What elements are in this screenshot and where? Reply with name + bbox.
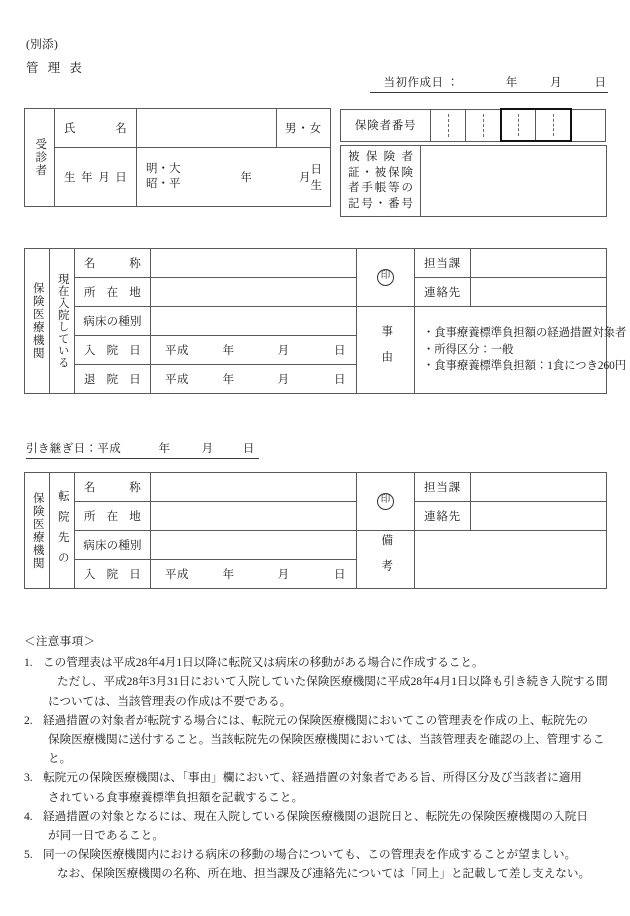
transfer-hospital-contact-label: 連絡先 xyxy=(424,511,461,523)
current-hospital-name-label-cell xyxy=(75,249,151,278)
current-hospital-seal-cell[interactable] xyxy=(357,249,415,307)
current-hospital-admission-era: 平成 xyxy=(165,345,189,357)
current-hospital-dept-value-cell[interactable] xyxy=(471,249,607,278)
current-hospital-admission-label-cell xyxy=(75,336,151,365)
transfer-hospital-admission-label: 入院日 xyxy=(84,569,141,581)
patient-vertical-label-cell xyxy=(25,109,55,207)
insured-card-label-line-1: 被 保 険 者 xyxy=(348,151,413,163)
transfer-hospital-name-label-cell xyxy=(75,473,151,502)
note-number: 1. xyxy=(24,656,33,670)
note-line: なお、保険医療機関の名称、所在地、担当課及び連絡先については「同上」と記載して差し支えない。 xyxy=(57,867,591,881)
insured-card-label-line-2: 証・被保険 xyxy=(348,166,413,179)
transfer-hospital-admission-year-unit: 年 xyxy=(222,569,235,581)
handover-date-day-unit: 日 xyxy=(242,443,255,455)
transfer-hospital-dept-value-cell[interactable] xyxy=(471,473,607,502)
current-hospital-reason-list xyxy=(415,320,627,380)
insurer-number-label-cell xyxy=(341,109,431,141)
insured-card-table xyxy=(340,145,607,217)
transfer-hospital-admission-month-unit: 月 xyxy=(277,569,290,581)
transfer-hospital-dept-label: 担当課 xyxy=(424,482,461,494)
patient-gender-label: 男・女 xyxy=(285,123,322,135)
transfer-hospital-admission-era: 平成 xyxy=(165,569,189,581)
note-line: が同一日であること。 xyxy=(48,829,164,843)
transfer-hospital-vertical-label-outer-cell xyxy=(25,473,50,589)
created-date-label: 当初作成日 ： xyxy=(383,77,459,89)
patient-gender-cell[interactable] xyxy=(277,109,331,148)
insurer-number-digit-cell-1[interactable] xyxy=(431,109,466,141)
insurer-number-digit-cell-5[interactable] xyxy=(571,109,606,141)
patient-name-value-cell[interactable] xyxy=(137,109,277,148)
transfer-hospital-bedtype-value-cell[interactable] xyxy=(151,531,357,560)
current-hospital-bedtype-value-cell[interactable] xyxy=(151,307,357,336)
current-hospital-vertical-label-outer-cell xyxy=(25,249,50,394)
transfer-hospital-admission-date-row xyxy=(151,566,356,582)
transfer-hospital-vertical-label-inner: 転院先の xyxy=(56,489,69,572)
current-hospital-reason-label-cell xyxy=(357,307,415,394)
note-line: されている食事療養標準負担額を記載すること。 xyxy=(48,790,304,804)
current-hospital-name-label: 名称 xyxy=(84,258,141,270)
current-hospital-discharge-day-unit: 日 xyxy=(333,374,346,386)
insurer-number-label: 保険者番号 xyxy=(354,120,417,132)
current-hospital-bedtype-label-cell xyxy=(75,307,151,336)
patient-era-line-1: 明・大 xyxy=(146,163,181,175)
note-body xyxy=(43,807,612,845)
seal-icon: 印 xyxy=(377,493,394,510)
note-item xyxy=(24,711,612,769)
current-hospital-reason-value-cell[interactable] xyxy=(415,307,627,394)
note-line: については、当該管理表の作成は不要である。 xyxy=(48,694,292,708)
note-line: と。 xyxy=(48,752,72,766)
transfer-hospital-vertical-label-outer: 保険医療機関 xyxy=(31,491,44,570)
patient-vertical-label: 受診者 xyxy=(34,138,47,177)
reason-item-1: ・食事療養標準負担額の経過措置対象者 xyxy=(423,327,627,340)
current-hospital-address-label-cell xyxy=(75,278,151,307)
note-number: 3. xyxy=(24,771,33,785)
transfer-hospital-seal-cell[interactable] xyxy=(357,473,415,531)
current-hospital-contact-label-cell xyxy=(415,278,471,307)
patient-name-label: 氏名 xyxy=(64,123,127,135)
note-line: 経過措置の対象となるには、現在入院している保険医療機関の退院日と、転院先の保険医療機関の入院日 xyxy=(43,809,588,823)
transfer-hospital-bedtype-label-cell xyxy=(75,531,151,560)
current-hospital-discharge-era: 平成 xyxy=(165,374,189,386)
note-line: この管理表は平成28年4月1日以降に転院又は病床の移動がある場合に作成すること。 xyxy=(43,656,484,670)
notes-section xyxy=(24,632,612,884)
current-hospital-admission-value-cell[interactable] xyxy=(151,336,357,365)
transfer-hospital-admission-value-cell[interactable] xyxy=(151,560,357,589)
current-hospital-discharge-value-cell[interactable] xyxy=(151,365,357,394)
note-number: 2. xyxy=(24,713,33,727)
handover-date-line xyxy=(26,440,259,459)
insured-card-value-cell[interactable] xyxy=(421,146,607,217)
current-hospital-dept-label: 担当課 xyxy=(424,258,461,270)
insurer-number-digit-cell-3[interactable] xyxy=(501,109,536,141)
created-date-month-unit: 月 xyxy=(550,77,562,89)
handover-date-label: 引き継ぎ日：平成 xyxy=(26,443,122,455)
transfer-hospital-remarks-label: 備考 xyxy=(380,534,393,585)
patient-birth-label-cell xyxy=(55,148,137,207)
current-hospital-admission-day-unit: 日 xyxy=(333,345,346,357)
notes-list xyxy=(24,653,612,883)
patient-birth-label: 生年月日 xyxy=(64,172,127,184)
insurer-number-digit-cell-4[interactable] xyxy=(536,109,571,141)
created-date-line xyxy=(370,74,609,93)
current-hospital-name-value-cell[interactable] xyxy=(151,249,357,278)
patient-name-label-cell xyxy=(55,109,137,148)
patient-info-table xyxy=(24,108,331,207)
note-item xyxy=(24,653,612,711)
patient-birth-value-cell[interactable] xyxy=(137,148,331,207)
note-body xyxy=(43,768,612,806)
note-number: 5. xyxy=(24,848,33,862)
transfer-hospital-contact-label-cell xyxy=(415,502,471,531)
created-date-day-unit: 日 xyxy=(594,77,606,89)
note-item xyxy=(24,845,612,883)
patient-birth-year-unit: 年 xyxy=(240,172,252,184)
note-line: 経過措置の対象者が転院する場合には、転院元の保険医療機関においてこの管理表を作成の上、転院先の xyxy=(43,713,588,727)
current-hospital-discharge-year-unit: 年 xyxy=(222,374,235,386)
current-hospital-vertical-label-inner: 現在入院している xyxy=(56,273,69,369)
insurer-number-digit-cell-2[interactable] xyxy=(466,109,501,141)
current-hospital-reason-label: 事由 xyxy=(380,324,393,376)
transfer-hospital-remarks-label-cell xyxy=(357,531,415,589)
transfer-hospital-vertical-label-inner-cell xyxy=(50,473,75,589)
insured-card-label-line-3: 者手帳等の xyxy=(348,182,413,194)
current-hospital-admission-year-unit: 年 xyxy=(222,345,235,357)
attachment-marker: (別添) xyxy=(26,39,59,51)
page-title: 管 理 表 xyxy=(26,61,85,75)
transfer-hospital-admission-label-cell xyxy=(75,560,151,589)
note-line: ただし、平成28年3月31日において入院していた保険医療機関に平成28年4月1日以降も引き続き入院する間 xyxy=(57,675,608,689)
current-hospital-discharge-date-row xyxy=(151,371,356,387)
note-item xyxy=(24,807,612,845)
transfer-hospital-table xyxy=(24,472,607,589)
current-hospital-admission-month-unit: 月 xyxy=(277,345,290,357)
note-line: 保険医療機関に送付すること。当該転院先の保険医療機関においては、当該管理表を確認の上、管理するこ xyxy=(48,733,605,747)
note-line: 同一の保険医療機関内における病床の移動の場合についても、この管理表を作成することが望ましい。 xyxy=(43,848,577,862)
seal-icon: 印 xyxy=(377,269,394,286)
current-hospital-discharge-label-cell xyxy=(75,365,151,394)
transfer-hospital-address-value-cell[interactable] xyxy=(151,502,357,531)
patient-birth-day-unit: 日生 xyxy=(310,164,322,192)
transfer-hospital-address-label-cell xyxy=(75,502,151,531)
current-hospital-discharge-label: 退院日 xyxy=(84,374,141,386)
note-line: 転院元の保険医療機関は、「事由」欄において、経過措置の対象者である旨、所得区分及び当該者に適用 xyxy=(43,771,582,785)
note-number: 4. xyxy=(24,809,33,823)
current-hospital-admission-date-row xyxy=(151,342,356,358)
note-body xyxy=(43,845,612,883)
transfer-hospital-bedtype-label: 病床の種別 xyxy=(83,540,142,552)
notes-title: ＜注意事項＞ xyxy=(24,635,96,648)
reason-item-2: ・所得区分：一般 xyxy=(423,343,514,356)
current-hospital-vertical-label-outer: 保険医療機関 xyxy=(31,282,44,360)
transfer-hospital-dept-label-cell xyxy=(415,473,471,502)
transfer-hospital-contact-value-cell[interactable] xyxy=(471,502,607,531)
note-body xyxy=(43,711,612,769)
current-hospital-vertical-label-inner-cell xyxy=(50,249,75,394)
handover-date-year-unit: 年 xyxy=(158,443,171,455)
insurer-number-table xyxy=(340,108,606,142)
current-hospital-contact-label: 連絡先 xyxy=(424,287,461,299)
transfer-hospital-name-label: 名称 xyxy=(84,482,141,494)
current-hospital-bedtype-label: 病床の種別 xyxy=(83,316,142,328)
reason-item-3: ・食事療養標準負担額：1食につき260円 xyxy=(423,360,627,373)
note-item xyxy=(24,768,612,806)
patient-era-line-2: 昭・平 xyxy=(146,178,181,190)
current-hospital-table xyxy=(24,248,627,394)
current-hospital-admission-label: 入院日 xyxy=(84,345,141,357)
current-hospital-dept-label-cell xyxy=(415,249,471,278)
insured-card-label-line-4: 記号・番号 xyxy=(348,197,413,210)
note-body xyxy=(43,653,612,711)
transfer-hospital-admission-day-unit: 日 xyxy=(333,569,346,581)
transfer-hospital-address-label: 所在地 xyxy=(84,511,141,523)
current-hospital-discharge-month-unit: 月 xyxy=(277,374,290,386)
transfer-hospital-remarks-value-cell[interactable] xyxy=(415,531,607,589)
handover-date-month-unit: 月 xyxy=(201,443,214,455)
patient-birth-month-unit: 月 xyxy=(298,172,311,184)
created-date-year-unit: 年 xyxy=(505,77,518,89)
insured-card-label-cell xyxy=(341,146,421,217)
current-hospital-address-value-cell[interactable] xyxy=(151,278,357,307)
current-hospital-address-label: 所在地 xyxy=(84,287,141,299)
current-hospital-contact-value-cell[interactable] xyxy=(471,278,607,307)
transfer-hospital-name-value-cell[interactable] xyxy=(151,473,357,502)
